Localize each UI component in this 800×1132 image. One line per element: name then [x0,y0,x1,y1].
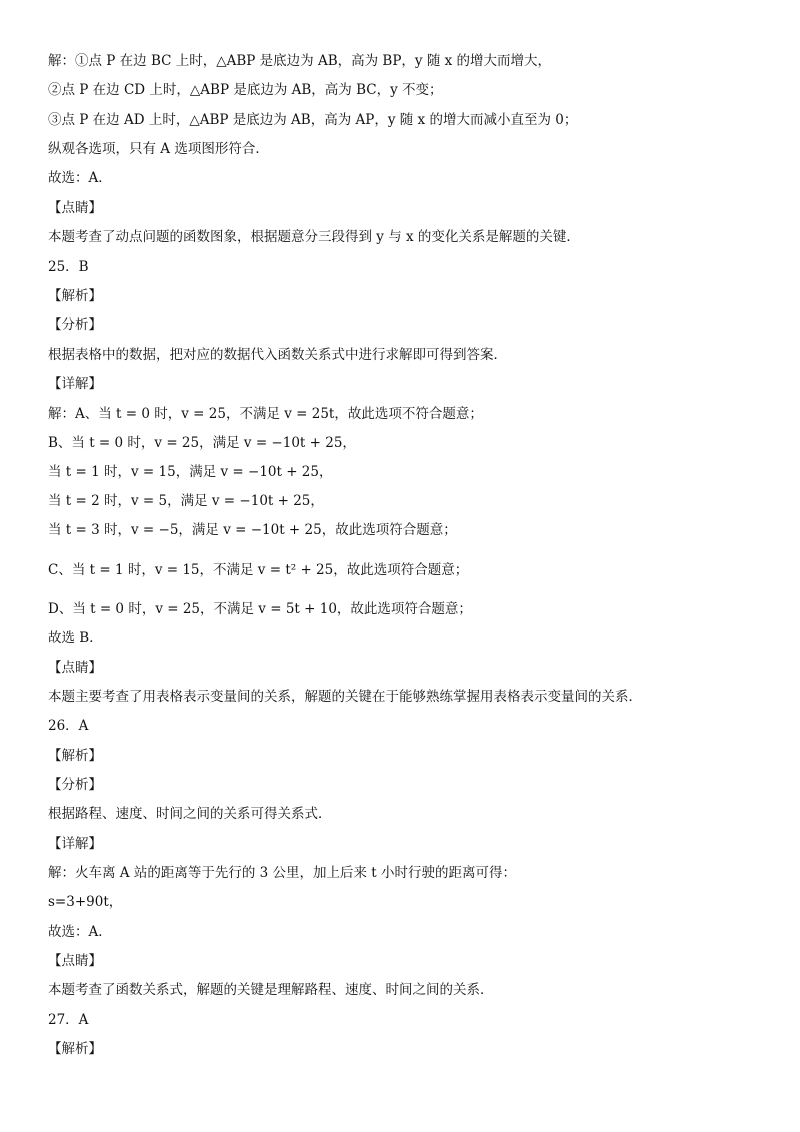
section-heading: 【分析】 [48,777,102,793]
section-heading: 【详解】 [48,836,102,852]
section-heading: 【详解】 [48,376,102,392]
text-line: s=3+90t， [48,894,123,910]
text-line: 当 t = 1 时，v = 15，满足 v = −10t + 25， [48,464,333,480]
section-heading: 【解析】 [48,1041,102,1057]
question-number: 26．A [48,718,89,734]
text-line: 当 t = 2 时，v = 5，满足 v = −10t + 25， [48,493,324,509]
section-heading: 【解析】 [48,288,102,304]
section-heading: 【分析】 [48,317,102,333]
text-line: 解：A、当 t = 0 时，v = 25，不满足 v = 25t，故此选项不符合题意； [48,406,483,422]
text-line: D、当 t = 0 时，v = 25，不满足 v = 5t + 10，故此选项符合题意； [48,601,472,617]
text-line: 根据路程、速度、时间之间的关系可得关系式． [48,806,332,822]
text-line: 本题主要考查了用表格表示变量间的关系，解题的关键在于能够熟练掌握用表格表示变量间的关系． [48,689,642,705]
text-line: ②点 P 在边 CD 上时，△ABP 是底边为 AB，高为 BC，y 不变； [48,82,443,98]
text-line: 故选：A． [48,924,112,940]
question-number: 27．A [48,1012,89,1028]
text-line: C、当 t = 1 时，v = 15，不满足 v = t² + 25，故此选项符合题意； [48,562,469,578]
text-line: 故选 B． [48,630,103,646]
text-line: B、当 t = 0 时，v = 25，满足 v = −10t + 25， [48,435,356,451]
text-line: 本题考查了函数关系式，解题的关键是理解路程、速度、时间之间的关系． [48,982,494,998]
text-line: 解：火车离 A 站的距离等于先行的 3 公里，加上后来 t 小时行驶的距离可得： [48,865,517,881]
text-line: 根据表格中的数据，把对应的数据代入函数关系式中进行求解即可得到答案． [48,347,507,363]
text-line: ③点 P 在边 AD 上时，△ABP 是底边为 AB，高为 AP，y 随 x 的增大而减小直至为 0； [48,112,578,128]
section-heading: 【点睛】 [48,200,102,216]
question-number: 25．B [48,259,89,275]
section-heading: 【点睛】 [48,660,102,676]
text-line: 解：①点 P 在边 BC 上时，△ABP 是底边为 AB，高为 BP，y 随 x 的增大而增大， [48,53,552,69]
text-line: 当 t = 3 时，v = −5，满足 v = −10t + 25，故此选项符合题意； [48,522,457,538]
text-line: 故选：A． [48,170,112,186]
text-line: 纵观各选项，只有 A 选项图形符合． [48,141,269,157]
section-heading: 【解析】 [48,748,102,764]
section-heading: 【点睛】 [48,953,102,969]
text-line: 本题考查了动点问题的函数图象，根据题意分三段得到 y 与 x 的变化关系是解题的关键． [48,229,580,245]
